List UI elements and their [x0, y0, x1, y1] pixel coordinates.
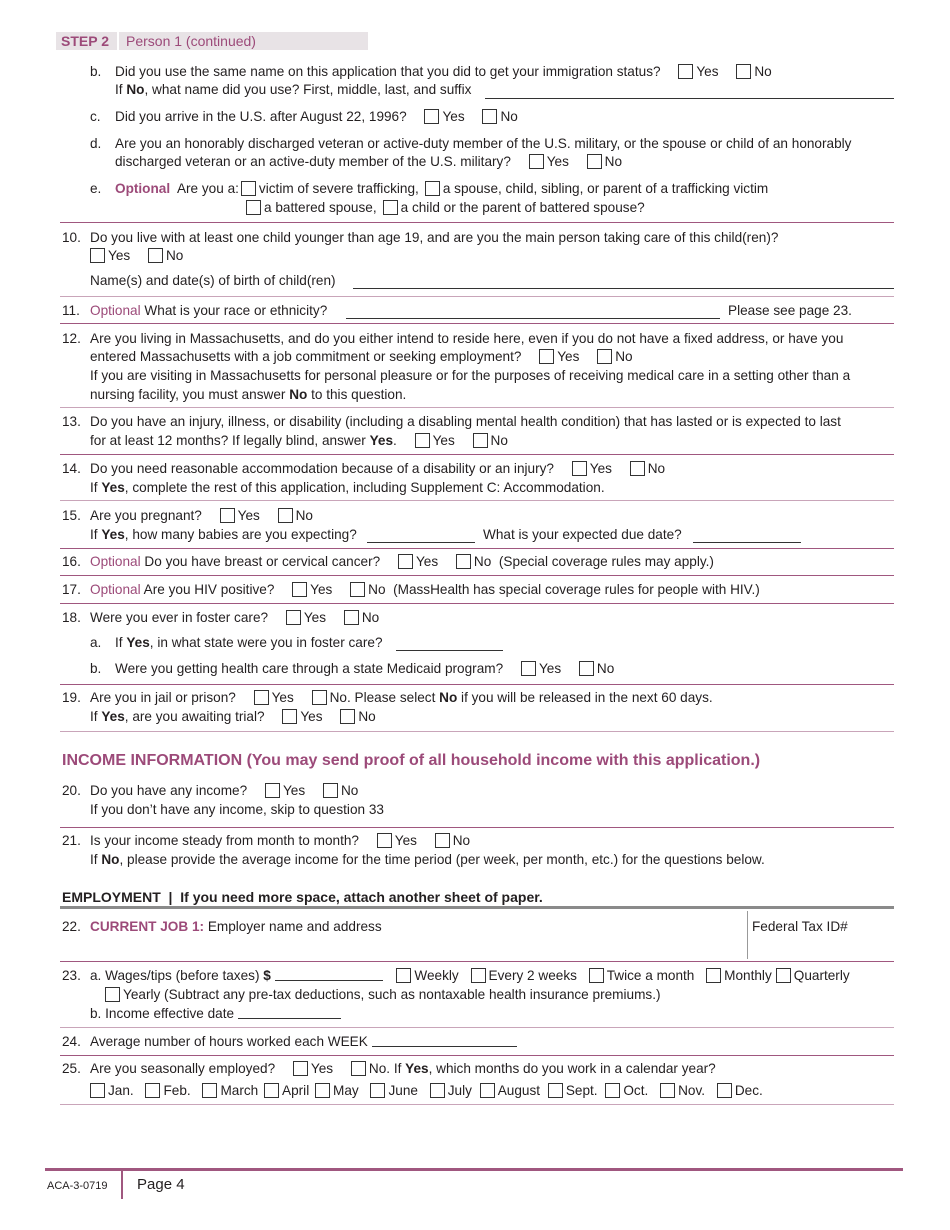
q18b-text: Were you getting health care through a state Medicaid program? [115, 661, 504, 676]
q18a-pre: If [115, 635, 127, 650]
month-label: Nov. [678, 1083, 706, 1098]
no-label: No [500, 109, 518, 124]
q9b-letter: b. [90, 64, 102, 79]
month-checkbox[interactable] [264, 1083, 279, 1098]
q11-text: What is your race or ethnicity? [144, 303, 328, 318]
month-checkbox[interactable] [315, 1083, 330, 1098]
q9b-line2 [115, 82, 471, 97]
twice-label: Twice a month [606, 968, 695, 983]
q19-line2 [90, 709, 376, 724]
q13-text2-bold: Yes [369, 433, 394, 448]
q22-text: Employer name and address [207, 919, 382, 934]
q20-no-checkbox[interactable] [323, 783, 338, 798]
q22-number: 22. [62, 919, 81, 934]
q18a-post: , in what state were you in foster care? [149, 635, 383, 650]
q23-effective-date-label: b. Income effective date [90, 1006, 235, 1021]
page-label: Page [137, 1176, 173, 1193]
q17-note: (MassHealth has special coverage rules for people with HIV.) [393, 582, 760, 597]
divider [60, 407, 894, 408]
quarterly-label: Quarterly [793, 968, 850, 983]
q19-no-checkbox[interactable] [312, 690, 327, 705]
q15-number: 15. [62, 508, 81, 523]
q12-line3: If you are visiting in Massachusetts for personal pleasure or for the purposes of receiving medical care in a setting other than a [90, 368, 851, 383]
q18a-bold: Yes [126, 635, 150, 650]
q9e-trafficking-family-checkbox[interactable] [425, 181, 440, 196]
q9e-opt3: a battered spouse, [264, 200, 377, 215]
q23-wages-label: a. Wages/tips (before taxes) [90, 968, 264, 983]
no-label: No [490, 433, 508, 448]
q9e-opt1: victim of severe trafficking, [258, 181, 419, 196]
q24-hours-field[interactable] [372, 1034, 517, 1047]
yes-label: Yes [282, 783, 306, 798]
q16-number: 16. [62, 554, 81, 569]
q13-line2 [90, 433, 508, 448]
q10-number: 10. [62, 230, 81, 245]
q12-yes-checkbox[interactable] [539, 349, 554, 364]
weekly-label: Weekly [414, 968, 459, 983]
q11-race-field[interactable] [346, 306, 720, 319]
no-label: No [340, 783, 359, 798]
yes-label: Yes [696, 64, 719, 79]
optional-label: Optional [90, 554, 141, 569]
divider [60, 222, 894, 223]
q12-line4 [90, 387, 406, 402]
q21-line1 [90, 833, 470, 848]
q9b-question [115, 64, 772, 79]
month-label: Jan. [108, 1083, 134, 1098]
q19-trial-yes-checkbox[interactable] [282, 709, 297, 724]
q24-line [90, 1034, 517, 1049]
q15-text2-pre: If [90, 527, 102, 542]
q12-line1: Are you living in Massachusetts, and do you either intend to reside here, even if you do not have a fixed address, or have you [90, 331, 844, 346]
q12-text4-bold: No [289, 387, 308, 402]
q9c-question [115, 109, 518, 124]
month-label: May [333, 1083, 359, 1098]
q16-yes-checkbox[interactable] [398, 554, 413, 569]
divider [60, 731, 894, 732]
q17-line [90, 582, 760, 597]
q15-line2 [90, 527, 357, 542]
q9d-text2: discharged veteran or an active-duty member of the U.S. military? [115, 154, 511, 169]
no-label: No [473, 554, 492, 569]
q9e-opt2: a spouse, child, sibling, or parent of a trafficking victim [442, 181, 769, 196]
month-checkbox[interactable] [202, 1083, 217, 1098]
every2-label: Every 2 weeks [488, 968, 577, 983]
footer-divider [121, 1171, 123, 1199]
month-label: August [497, 1083, 541, 1098]
q21-yes-checkbox[interactable] [377, 833, 392, 848]
q11-note: Please see page 23. [728, 303, 852, 318]
q25-yes-checkbox[interactable] [293, 1061, 308, 1076]
q21-text2-pre: If [90, 852, 102, 867]
q18a-state-field[interactable] [396, 638, 503, 651]
q9d-yes-checkbox[interactable] [529, 154, 544, 169]
q10-options [84, 248, 183, 263]
q23-every2-checkbox[interactable] [471, 968, 486, 983]
q18-no-checkbox[interactable] [344, 610, 359, 625]
q12-line2 [90, 349, 633, 364]
q21-text: Is your income steady from month to month? [90, 833, 359, 848]
q15-no-checkbox[interactable] [278, 508, 293, 523]
yes-label: Yes [394, 833, 417, 848]
q21-text2-post: , please provide the average income for the time period (per week, per month, etc.) for the questions below. [119, 852, 765, 867]
no-label: No [452, 833, 471, 848]
q9e-letter: e. [90, 181, 102, 196]
q18a-line [115, 635, 383, 650]
q19-no-pre: No. Please select [329, 690, 440, 705]
q23-line3 [90, 1006, 341, 1021]
month-label: Feb. [163, 1083, 191, 1098]
q11-line [90, 303, 327, 318]
month-checkbox[interactable] [548, 1083, 563, 1098]
page-num: 4 [176, 1176, 185, 1193]
q19-text2-post: , are you awaiting trial? [124, 709, 265, 724]
page-number [137, 1176, 185, 1193]
yes-label: Yes [538, 661, 562, 676]
q9e-intro: Are you a: [176, 181, 239, 196]
q15-due-label: What is your expected due date? [483, 527, 682, 542]
yes-label: Yes [415, 554, 439, 569]
month-checkbox[interactable] [660, 1083, 675, 1098]
q25-months [84, 1083, 763, 1098]
q9b-no-checkbox[interactable] [736, 64, 751, 79]
month-label: March [220, 1083, 259, 1098]
q17-no-checkbox[interactable] [350, 582, 365, 597]
form-code: ACA-3-0719 [47, 1180, 108, 1192]
q15-text2-bold: Yes [101, 527, 125, 542]
employment-rule [60, 906, 894, 909]
q15-text2-post: , how many babies are you expecting? [124, 527, 357, 542]
no-label: No [361, 610, 380, 625]
yes-label: Yes [546, 154, 569, 169]
divider [60, 684, 894, 685]
q19-text1: Are you in jail or prison? [90, 690, 236, 705]
q10-names-field[interactable] [353, 276, 894, 289]
q23-line1 [90, 968, 850, 983]
month-checkbox[interactable] [717, 1083, 732, 1098]
q18b-yes-checkbox[interactable] [521, 661, 536, 676]
q9c-letter: c. [90, 109, 101, 124]
q12-text4-pre: nursing facility, you must answer [90, 387, 290, 402]
q17-yes-checkbox[interactable] [292, 582, 307, 597]
q13-no-checkbox[interactable] [473, 433, 488, 448]
q25-text: Are you seasonally employed? [90, 1061, 276, 1076]
q9d-line2 [115, 154, 622, 169]
step-header [56, 32, 368, 50]
q20-yes-checkbox[interactable] [265, 783, 280, 798]
q20-text: Do you have any income? [90, 783, 248, 798]
q10-yes-checkbox[interactable] [90, 248, 105, 263]
q9b-text: Did you use the same name on this application that you did to get your immigration status? [115, 64, 661, 79]
no-label: No [615, 349, 633, 364]
q12-no-checkbox[interactable] [597, 349, 612, 364]
yes-label: Yes [589, 461, 612, 476]
yes-label: Yes [271, 690, 294, 705]
q14-text2-bold: Yes [101, 480, 125, 495]
divider [60, 296, 894, 297]
divider [60, 827, 894, 828]
no-label: No [647, 461, 666, 476]
q14-no-checkbox[interactable] [630, 461, 645, 476]
q9b-line2-bold: No [126, 82, 145, 97]
q20-number: 20. [62, 783, 81, 798]
q23-wages-field[interactable] [275, 968, 383, 981]
q22-column-divider [747, 911, 748, 959]
q16-note: (Special coverage rules may apply.) [498, 554, 714, 569]
month-label: Sept. [565, 1083, 598, 1098]
q9d-letter: d. [90, 136, 102, 151]
yearly-label: Yearly (Subtract any pre-tax deductions, such as nontaxable health insurance premiums.) [123, 987, 661, 1002]
optional-label: Optional [90, 582, 141, 597]
q9b-name-field[interactable] [485, 86, 894, 99]
monthly-label: Monthly [724, 968, 772, 983]
q16-no-checkbox[interactable] [456, 554, 471, 569]
q18b-line [115, 661, 614, 676]
q9e-battered-family-checkbox[interactable] [383, 200, 398, 215]
q25-no-pre: No. If [368, 1061, 406, 1076]
no-label: No [596, 661, 615, 676]
q9e-line1 [115, 181, 768, 196]
q24-text: Average number of hours worked each WEEK [90, 1034, 368, 1049]
q16-text: Do you have breast or cervical cancer? [144, 554, 381, 569]
q10-no-checkbox[interactable] [148, 248, 163, 263]
q13-text2-pre: for at least 12 months? If legally blind, answer [90, 433, 370, 448]
no-label: No [754, 64, 772, 79]
q19-text2-bold: Yes [101, 709, 125, 724]
q21-text2-bold: No [101, 852, 120, 867]
optional-label: Optional [115, 181, 171, 196]
q21-line2 [90, 852, 765, 867]
q14-text2-post: , complete the rest of this application, including Supplement C: Accommodation. [124, 480, 605, 495]
q14-number: 14. [62, 461, 81, 476]
yes-label: Yes [442, 109, 465, 124]
q18-line [90, 610, 379, 625]
q19-no-post: if you will be released in the next 60 days. [457, 690, 713, 705]
q9b-line2-pre: If [115, 82, 127, 97]
month-checkbox[interactable] [90, 1083, 105, 1098]
yes-label: Yes [310, 1061, 334, 1076]
q23-monthly-checkbox[interactable] [706, 968, 721, 983]
month-label: Dec. [734, 1083, 763, 1098]
q19-text2-pre: If [90, 709, 102, 724]
yes-label: Yes [557, 349, 580, 364]
q19-yes-checkbox[interactable] [254, 690, 269, 705]
q9c-text: Did you arrive in the U.S. after August 22, 1996? [115, 109, 407, 124]
q22-line [90, 919, 382, 934]
q9d-line1: Are you an honorably discharged veteran or active-duty member of the U.S. military, or the spouse or child of an honorably [115, 136, 852, 151]
no-label: No [368, 582, 386, 597]
q15-line1 [90, 508, 313, 523]
q18-number: 18. [62, 610, 81, 625]
month-label: June [388, 1083, 418, 1098]
yes-label: Yes [108, 248, 131, 263]
q13-yes-checkbox[interactable] [415, 433, 430, 448]
step-title: Person 1 (continued) [126, 33, 256, 49]
divider [60, 961, 894, 962]
q16-line [90, 554, 714, 569]
q23-weekly-checkbox[interactable] [396, 968, 411, 983]
divider [60, 1055, 894, 1056]
q15-text1: Are you pregnant? [90, 508, 202, 523]
q13-text2-post: . [393, 433, 397, 448]
q23-twice-checkbox[interactable] [589, 968, 604, 983]
q19-no-bold: No [439, 690, 458, 705]
q25-no-checkbox[interactable] [351, 1061, 366, 1076]
q15-yes-checkbox[interactable] [220, 508, 235, 523]
q14-yes-checkbox[interactable] [572, 461, 587, 476]
step-label: STEP 2 [61, 33, 109, 49]
q15-babies-field[interactable] [367, 530, 475, 543]
divider [60, 454, 894, 455]
divider [60, 323, 894, 324]
employment-heading: EMPLOYMENT | If you need more space, attach another sheet of paper. [62, 889, 543, 905]
q9d-no-checkbox[interactable] [587, 154, 602, 169]
month-label: Oct. [623, 1083, 649, 1098]
q18a-letter: a. [90, 635, 102, 650]
no-label: No [358, 709, 376, 724]
month-checkbox[interactable] [145, 1083, 160, 1098]
q11-number: 11. [62, 303, 80, 318]
q22-tax-label: Federal Tax ID# [752, 919, 848, 934]
q14-text1: Do you need reasonable accommodation because of a disability or an injury? [90, 461, 554, 476]
q18b-letter: b. [90, 661, 102, 676]
divider [60, 1104, 894, 1105]
q14-text2-pre: If [90, 480, 102, 495]
q13-number: 13. [62, 414, 81, 429]
yes-label: Yes [432, 433, 455, 448]
q17-number: 17. [62, 582, 81, 597]
q18-text: Were you ever in foster care? [90, 610, 269, 625]
q9c-no-checkbox[interactable] [482, 109, 497, 124]
q19-number: 19. [62, 690, 81, 705]
q9c-yes-checkbox[interactable] [424, 109, 439, 124]
yes-label: Yes [300, 709, 323, 724]
income-heading: INCOME INFORMATION (You may send proof of all household income with this application.) [62, 752, 761, 769]
q9e-opt4: a child or the parent of battered spouse? [400, 200, 645, 215]
q23-yearly-checkbox[interactable] [105, 987, 120, 1002]
q10-text: Do you live with at least one child younger than age 19, and are you the main person taking care of this child(ren)? [90, 230, 779, 245]
q25-no-bold: Yes [405, 1061, 429, 1076]
divider [60, 500, 894, 501]
divider [60, 575, 894, 576]
q21-number: 21. [62, 833, 81, 848]
q14-line1 [90, 461, 665, 476]
q23-quarterly-checkbox[interactable] [776, 968, 791, 983]
q10-names-label: Name(s) and date(s) of birth of child(ren) [90, 273, 336, 288]
optional-label: Optional [90, 303, 141, 318]
month-label: July [447, 1083, 472, 1098]
q24-number: 24. [62, 1034, 81, 1049]
step-divider [117, 32, 119, 50]
q9b-yes-checkbox[interactable] [678, 64, 693, 79]
q14-line2 [90, 480, 605, 495]
q20-line2: If you don’t have any income, skip to question 33 [90, 802, 384, 817]
month-label: April [282, 1083, 310, 1098]
q25-line1 [90, 1061, 716, 1076]
q25-no-post: , which months do you work in a calendar year? [428, 1061, 716, 1076]
divider [60, 548, 894, 549]
q23-number: 23. [62, 968, 81, 983]
q21-no-checkbox[interactable] [435, 833, 450, 848]
month-checkbox[interactable] [370, 1083, 385, 1098]
footer-rule [45, 1168, 903, 1171]
divider [60, 603, 894, 604]
month-checkbox[interactable] [480, 1083, 495, 1098]
q13-line1: Do you have an injury, illness, or disability (including a disabling mental health condition) that has lasted or is expected to last [90, 414, 841, 429]
q18-yes-checkbox[interactable] [286, 610, 301, 625]
q9e-trafficking-checkbox[interactable] [241, 181, 256, 196]
yes-label: Yes [303, 610, 327, 625]
q9b-line2-post: , what name did you use? First, middle, last, and suffix [144, 82, 472, 97]
q12-text4-post: to this question. [307, 387, 407, 402]
yes-label: Yes [310, 582, 333, 597]
q12-number: 12. [62, 331, 81, 346]
q23-line2 [99, 987, 661, 1002]
q9e-line2 [240, 200, 645, 215]
month-checkbox[interactable] [605, 1083, 620, 1098]
q20-line1 [90, 783, 358, 798]
q23-effective-date-field[interactable] [238, 1006, 341, 1019]
q12-text2: entered Massachusetts with a job commitment or seeking employment? [90, 349, 522, 364]
no-label: No [295, 508, 313, 523]
month-checkbox[interactable] [430, 1083, 445, 1098]
yes-label: Yes [237, 508, 260, 523]
q22-current-job-label: CURRENT JOB 1: [90, 919, 205, 934]
q9e-battered-checkbox[interactable] [246, 200, 261, 215]
dollar-sign: $ [263, 968, 271, 983]
no-label: No [165, 248, 184, 263]
q15-due-date-field[interactable] [693, 530, 801, 543]
divider [60, 1027, 894, 1028]
q25-number: 25. [62, 1061, 81, 1076]
no-label: No [604, 154, 623, 169]
q19-trial-no-checkbox[interactable] [340, 709, 355, 724]
q18b-no-checkbox[interactable] [579, 661, 594, 676]
q17-text: Are you HIV positive? [143, 582, 275, 597]
q19-line1 [90, 690, 713, 705]
